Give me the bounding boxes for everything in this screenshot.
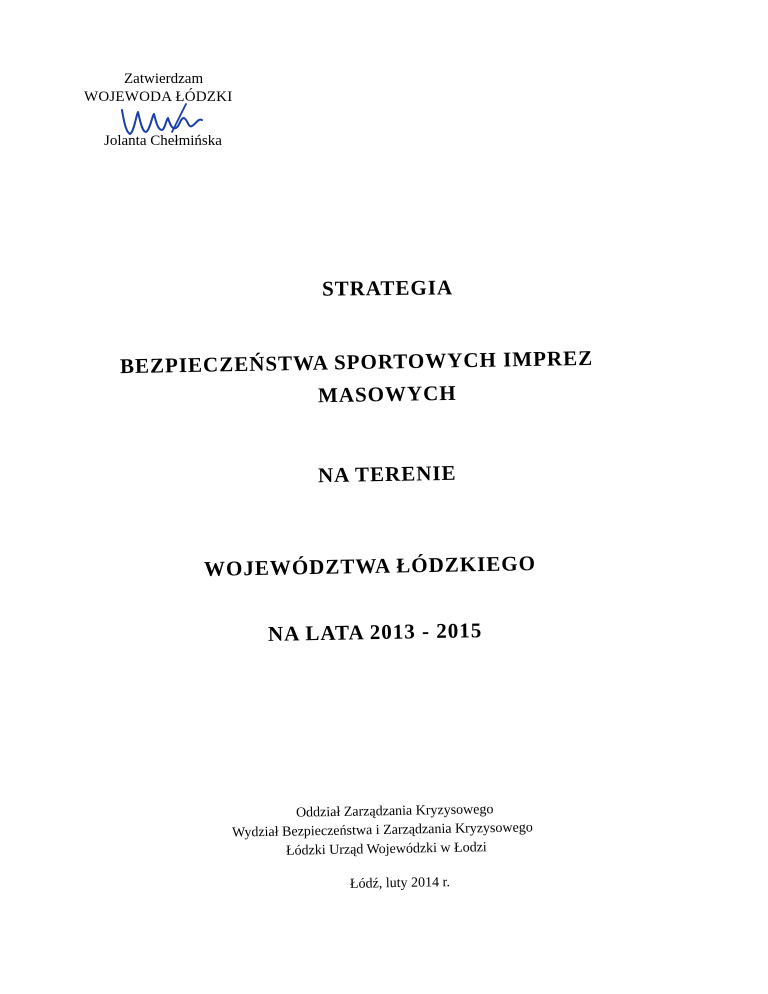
footer-place-date: Łódź, luty 2014 r. [349,875,451,892]
title-line-strategia: STRATEGIA [321,275,454,301]
approval-label: Zatwierdzam [124,71,204,87]
footer-department: Oddział Zarządzania Kryzysowego [295,802,494,821]
title-line-na-lata: NA LATA 2013 - 2015 [267,618,483,646]
footer-office: Łódzki Urząd Wojewódzki w Łodzi [285,840,487,859]
approver-name: Jolanta Chełmińska [104,133,222,149]
title-line-bezpieczenstwa: BEZPIECZEŃSTWA SPORTOWYCH IMPREZ [119,345,594,379]
title-line-wojewodztwa: WOJEWÓDZTWA ŁÓDZKIEGO [203,551,537,581]
title-line-masowych: MASOWYCH [317,380,457,408]
title-line-na-terenie: NA TERENIE [317,460,457,488]
footer-division: Wydział Bezpieczeństwa i Zarządzania Kryzysowego [231,820,533,841]
approver-title: WOJEWODA ŁÓDZKI [84,89,233,105]
